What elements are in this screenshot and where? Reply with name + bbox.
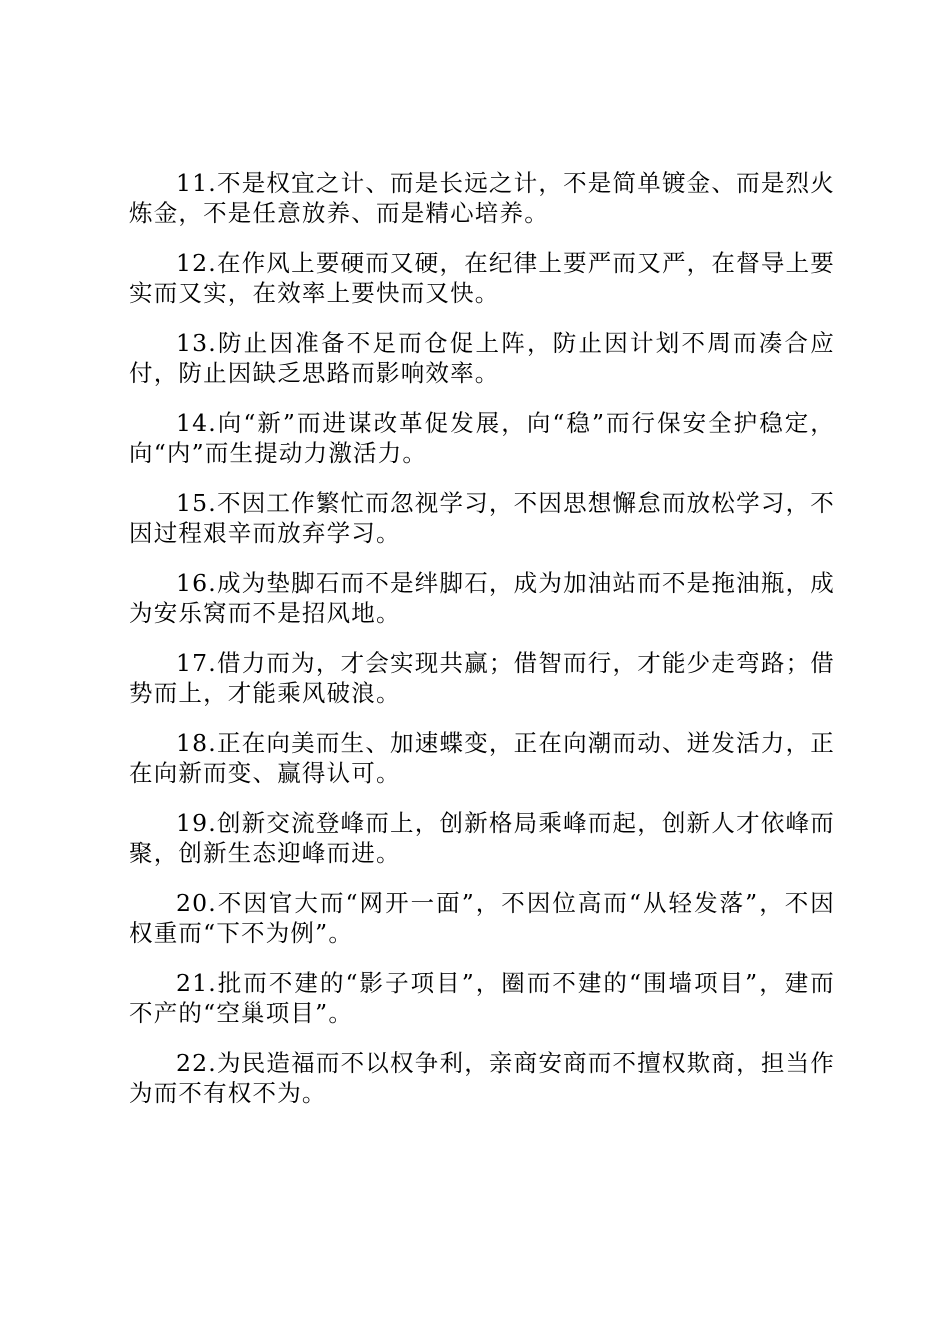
paragraph-17: 17.借力而为，才会实现共赢；借智而行，才能少走弯路；借势而上，才能乘风破浪。 bbox=[129, 649, 835, 707]
paragraph-15: 15.不因工作繁忙而忽视学习，不因思想懈怠而放松学习，不因过程艰辛而放弃学习。 bbox=[129, 489, 835, 547]
paragraph-13: 13.防止因准备不足而仓促上阵，防止因计划不周而凑合应付，防止因缺乏思路而影响效率。 bbox=[129, 329, 835, 387]
paragraph-12: 12.在作风上要硬而又硬，在纪律上要严而又严，在督导上要实而又实，在效率上要快而又快。 bbox=[129, 249, 835, 307]
paragraph-21: 21.批而不建的“影子项目”，圈而不建的“围墙项目”，建而不产的“空巢项目”。 bbox=[129, 969, 835, 1027]
paragraph-11: 11.不是权宜之计、而是长远之计，不是简单镀金、而是烈火炼金，不是任意放养、而是精心培养。 bbox=[129, 169, 835, 227]
paragraph-19: 19.创新交流登峰而上，创新格局乘峰而起，创新人才依峰而聚，创新生态迎峰而进。 bbox=[129, 809, 835, 867]
document-body bbox=[129, 168, 835, 1128]
paragraph-18: 18.正在向美而生、加速蝶变，正在向潮而动、迸发活力，正在向新而变、赢得认可。 bbox=[129, 729, 835, 787]
paragraph-22: 22.为民造福而不以权争利，亲商安商而不擅权欺商，担当作为而不有权不为。 bbox=[129, 1049, 835, 1107]
paragraph-14: 14.向“新”而进谋改革促发展，向“稳”而行保安全护稳定，向“内”而生提动力激活力。 bbox=[129, 409, 835, 467]
paragraph-16: 16.成为垫脚石而不是绊脚石，成为加油站而不是拖油瓶，成为安乐窝而不是招风地。 bbox=[129, 569, 835, 627]
paragraph-20: 20.不因官大而“网开一面”，不因位高而“从轻发落”，不因权重而“下不为例”。 bbox=[129, 889, 835, 947]
